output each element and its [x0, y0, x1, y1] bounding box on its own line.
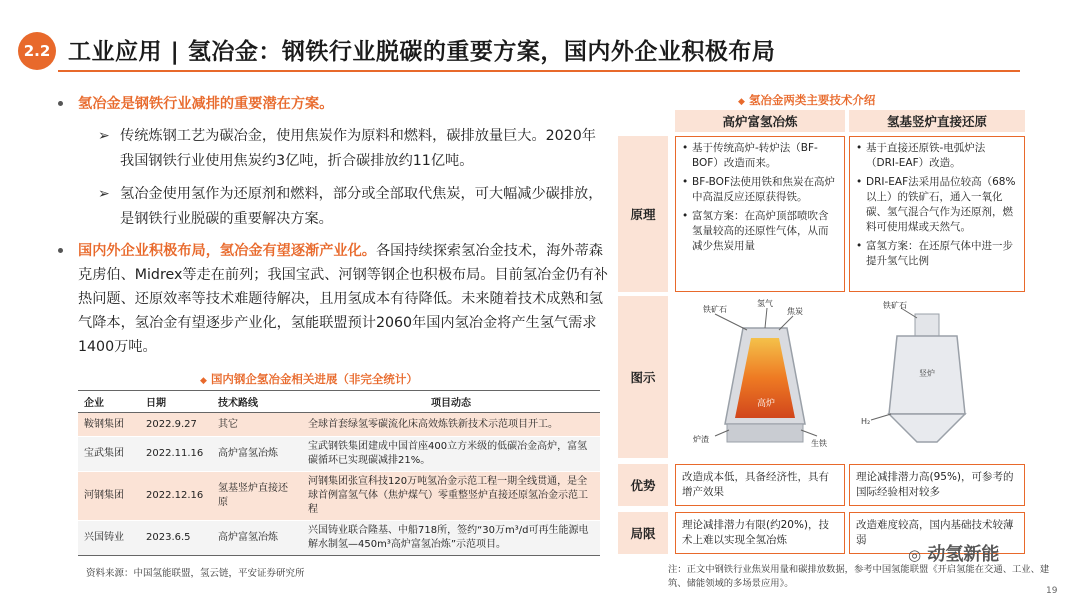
sub-bullet-2 — [78, 182, 608, 231]
cell-route: 其它 — [212, 413, 302, 437]
label-slag: 炉渣 — [693, 435, 709, 444]
cell-date: 2022.11.16 — [140, 437, 212, 472]
label-h2: H₂ — [861, 417, 871, 426]
bullet-1 — [78, 92, 608, 116]
arrow-icon: ➢ — [98, 128, 110, 144]
principle-shaft-item: • 基于直接还原铁-电弧炉法（DRI-EAF）改造。 — [856, 141, 1018, 171]
tech-panel-title: ◆ 氢冶金两类主要技术介绍 — [738, 93, 876, 107]
column-head-bf: 高炉富氢冶炼 — [675, 110, 845, 132]
cell-project: 宝武钢铁集团建成中国首座400立方米级的低碳冶金高炉，富氢碳循环已实现碳减排21%。 — [302, 437, 600, 472]
wechat-icon: ◎ — [908, 546, 922, 564]
label-coke: 焦炭 — [787, 307, 803, 316]
cell-enterprise: 宝武集团 — [78, 437, 140, 472]
label-iron-ore: 铁矿石 — [703, 305, 727, 314]
progress-table — [78, 390, 600, 556]
principle-bf-item: • 富氢方案：在高炉顶部喷吹含氢量较高的还原性气体，从而减少焦炭用量 — [682, 209, 838, 254]
principle-bf-item: • BF-BOF法使用铁和焦炭在高炉中高温反应还原获得铁。 — [682, 175, 838, 205]
cell-enterprise: 鞍钢集团 — [78, 413, 140, 437]
principle-shaft-item: • DRI-EAF法采用品位较高（68%以上）的铁矿石，通入一氧化碳、氢气混合气作为还原剂，燃料可使用煤或天然气。 — [856, 175, 1018, 235]
row-label-advantage: 优势 — [618, 464, 668, 506]
header-date: 日期 — [140, 391, 212, 413]
cell-route: 高炉富氢冶炼 — [212, 521, 302, 556]
column-head-shaft: 氢基竖炉直接还原 — [849, 110, 1025, 132]
arrow-icon: ➢ — [98, 186, 110, 202]
row-label-limit: 局限 — [618, 512, 668, 554]
limit-shaft: 改造难度较高，国内基础技术较薄弱 — [849, 512, 1025, 554]
limit-bf: 理论减排潜力有限(约20%)，技术上难以实现全氢冶炼 — [675, 512, 845, 554]
footnote: 注：正文中钢铁行业焦炭用量和碳排放数据，参考中国氢能联盟《开启氢能在交通、工业、建筑、储能领域的多场景应用》。 — [668, 564, 1050, 589]
watermark: ◎ 动氢新能 — [908, 544, 1000, 565]
sub-bullet-2-text: 氢冶金使用氢作为还原剂和燃料，部分或全部取代焦炭，可大幅减少碳排放，是钢铁行业脱碳的重要解决方案。 — [120, 186, 603, 227]
cell-project: 河钢集团张宣科技120万吨氢冶金示范工程一期全线贯通，是全球首例富氢气体（焦炉煤气）零重整竖炉直接还原氢冶金示范工程 — [302, 472, 600, 521]
cell-route: 氢基竖炉直接还原 — [212, 472, 302, 521]
table-row — [78, 521, 600, 556]
table-title: ◆ 国内钢企氢冶金相关进展（非完全统计） — [200, 372, 418, 386]
header-project: 项目动态 — [302, 391, 600, 413]
label-shaft: 竖炉 — [919, 369, 935, 378]
source-note: 资料来源：中国氢能联盟，氢云链，平安证券研究所 — [86, 568, 305, 579]
table-row — [78, 437, 600, 472]
label-hydrogen: 氢气 — [757, 299, 773, 308]
cell-project: 全球首套绿氢零碳流化床高效炼铁新技术示范项目开工。 — [302, 413, 600, 437]
principle-bf-item: • 基于传统高炉-转炉法（BF-BOF）改造而来。 — [682, 141, 838, 171]
sub-bullet-1-text: 传统炼钢工艺为碳冶金，使用焦炭作为原料和燃料，碳排放量巨大。2020年我国钢铁行业使用焦炭约3亿吨，折合碳排放约11亿吨。 — [120, 128, 596, 169]
page-number: 19 — [1046, 586, 1058, 596]
bullet-2-lead: 国内外企业积极布局，氢冶金有望逐渐产业化。 — [78, 243, 376, 259]
shaft-furnace-diagram — [861, 300, 965, 442]
advantage-shaft: 理论减排潜力高(95%)，可参考的国际经验相对较多 — [849, 464, 1025, 506]
principle-bf — [675, 136, 845, 292]
page-title: 工业应用 | 氢冶金：钢铁行业脱碳的重要方案，国内外企业积极布局 — [68, 39, 776, 65]
header-route: 技术路线 — [212, 391, 302, 413]
advantage-bf: 改造成本低，具备经济性，具有增产效果 — [675, 464, 845, 506]
row-label-principle: 原理 — [618, 136, 668, 292]
title-divider — [58, 70, 1020, 72]
cell-project: 兴国铸业联合隆基、中船718所，签约“30万m³/d可再生能源电解水制氢—450m³高炉富氢冶炼”示范项目。 — [302, 521, 600, 556]
label-blast-furnace: 高炉 — [757, 399, 776, 409]
section-number: 2.2 — [23, 42, 51, 60]
row-label-diagram: 图示 — [618, 296, 668, 458]
header-enterprise: 企业 — [78, 391, 140, 413]
cell-enterprise: 兴国铸业 — [78, 521, 140, 556]
bullet-dot — [58, 101, 63, 106]
cell-route: 高炉富氢冶炼 — [212, 437, 302, 472]
table-header-row — [78, 391, 600, 413]
table-row — [78, 413, 600, 437]
bullet-dot — [58, 248, 63, 253]
label-pig-iron: 生铁 — [811, 439, 827, 448]
cell-date: 2022.12.16 — [140, 472, 212, 521]
principle-shaft — [849, 136, 1025, 292]
principle-shaft-item: • 富氢方案：在还原气体中进一步提升氢气比例 — [856, 239, 1018, 269]
cell-date: 2023.6.5 — [140, 521, 212, 556]
bullet-2 — [78, 239, 608, 359]
cell-date: 2022.9.27 — [140, 413, 212, 437]
furnace-diagrams — [675, 296, 1025, 458]
table-row — [78, 472, 600, 521]
section-badge — [18, 32, 56, 70]
left-column — [78, 92, 608, 359]
label-iron-ore: 铁矿石 — [883, 301, 907, 310]
sub-bullet-1 — [78, 124, 608, 173]
bullet-1-lead: 氢冶金是钢铁行业减排的重要潜在方案。 — [78, 96, 334, 112]
blast-furnace-diagram — [693, 298, 827, 448]
cell-enterprise: 河钢集团 — [78, 472, 140, 521]
bullet-2-text: 各国持续探索氢冶金技术，海外蒂森克虏伯、Midrex等走在前列；我国宝武、河钢等钢企也积极布局。目前氢冶金仍有补热问题、还原效率等技术难题待解决，且用氢成本有待降低。未来随着技术成熟和氢气降本，氢冶金有望逐步产业化，氢能联盟预计2060年国内氢冶金将产生氢气需求1400万吨。 — [78, 243, 608, 355]
